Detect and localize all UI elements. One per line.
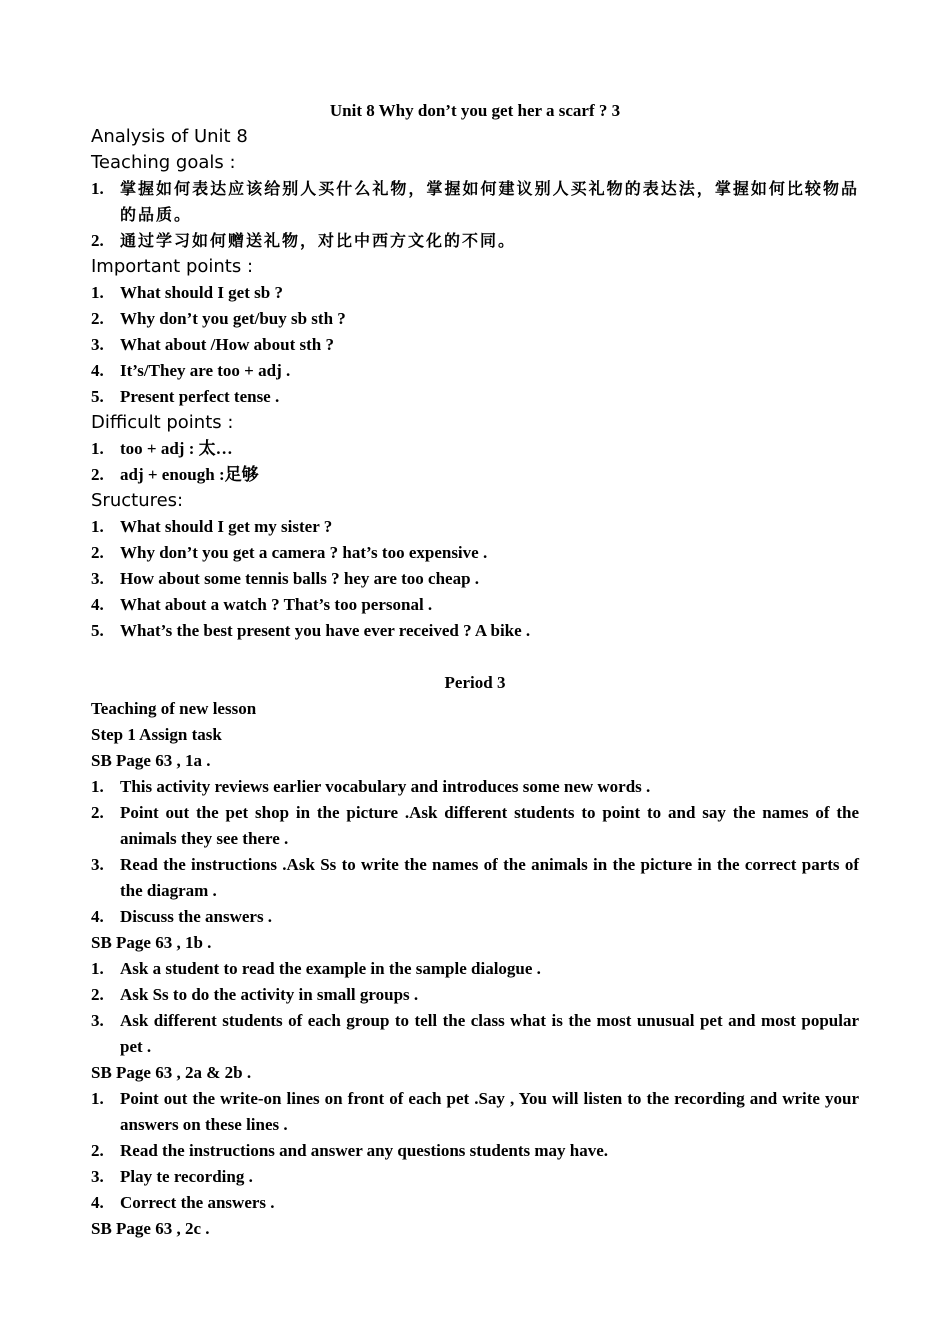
item-text: What should I get my sister ? bbox=[120, 517, 333, 536]
item-text: Correct the answers . bbox=[120, 1193, 275, 1212]
list-item bbox=[91, 1138, 859, 1164]
item-number: 2. bbox=[91, 985, 104, 1004]
list-item bbox=[91, 774, 859, 800]
item-text: Why don’t you get a camera ? hat’s too expensive . bbox=[120, 543, 488, 562]
important-points-list bbox=[91, 280, 859, 410]
list-item bbox=[91, 358, 859, 384]
list-item bbox=[91, 228, 859, 254]
sb-2ab-label: SB Page 63 , 2a & 2b . bbox=[91, 1063, 252, 1082]
item-number: 2. bbox=[91, 803, 104, 822]
document-page bbox=[91, 98, 859, 1242]
list-item bbox=[91, 540, 859, 566]
step-1-title: Step 1 Assign task bbox=[91, 725, 222, 744]
document-title: Unit 8 Why don’t you get her a scarf ? 3 bbox=[329, 101, 621, 120]
item-text: Discuss the answers . bbox=[120, 907, 273, 926]
list-item bbox=[91, 462, 859, 488]
teaching-goals-list bbox=[91, 176, 859, 254]
item-text: Read the instructions .Ask Ss to write the names of the animals in the picture in the correct parts of the diagram . bbox=[120, 855, 859, 900]
sb-1b-label: SB Page 63 , 1b . bbox=[91, 933, 212, 952]
item-text: It’s/They are too + adj . bbox=[120, 361, 291, 380]
sb-1a-list bbox=[91, 774, 859, 930]
item-text: Present perfect tense . bbox=[120, 387, 280, 406]
item-text: Point out the write-on lines on front of each pet .Say , You will listen to the recording and write your answers on these lines . bbox=[120, 1089, 859, 1134]
item-text: Play te recording . bbox=[120, 1167, 253, 1186]
item-number: 1. bbox=[91, 283, 104, 302]
item-text: too + adj : 太… bbox=[120, 439, 233, 458]
list-item bbox=[91, 514, 859, 540]
item-number: 3. bbox=[91, 1011, 104, 1030]
teaching-new-lesson: Teaching of new lesson bbox=[91, 699, 257, 718]
item-number: 3. bbox=[91, 1167, 104, 1186]
list-item bbox=[91, 1164, 859, 1190]
item-text: What’s the best present you have ever received ? A bike . bbox=[120, 621, 531, 640]
list-item bbox=[91, 618, 859, 644]
item-number: 3. bbox=[91, 335, 104, 354]
spacer bbox=[91, 644, 859, 670]
item-number: 1. bbox=[91, 439, 104, 458]
item-text: Why don’t you get/buy sb sth ? bbox=[120, 309, 346, 328]
difficult-points-list bbox=[91, 436, 859, 488]
item-number: 1. bbox=[91, 1089, 104, 1108]
item-text: Point out the pet shop in the picture .Ask different students to point to and say the names of the animals they see there . bbox=[120, 803, 859, 848]
important-points-heading: Important points : bbox=[91, 256, 254, 277]
item-text: What about a watch ? That’s too personal . bbox=[120, 595, 433, 614]
list-item bbox=[91, 566, 859, 592]
item-number: 4. bbox=[91, 907, 104, 926]
item-number: 1. bbox=[91, 517, 104, 536]
item-number: 1. bbox=[91, 777, 104, 796]
list-item bbox=[91, 1008, 859, 1060]
period-title: Period 3 bbox=[444, 673, 506, 692]
item-text: What about /How about sth ? bbox=[120, 335, 334, 354]
item-number: 1. bbox=[91, 959, 104, 978]
list-item bbox=[91, 176, 859, 228]
item-text: adj + enough :足够 bbox=[120, 465, 259, 484]
item-number: 3. bbox=[91, 569, 104, 588]
structures-heading: Sructures: bbox=[91, 490, 184, 511]
list-item bbox=[91, 436, 859, 462]
item-number: 2. bbox=[91, 543, 104, 562]
item-number: 2. bbox=[91, 465, 104, 484]
list-item bbox=[91, 592, 859, 618]
teaching-goals-heading: Teaching goals : bbox=[91, 152, 236, 173]
item-number: 5. bbox=[91, 621, 104, 640]
item-number: 2. bbox=[91, 1141, 104, 1160]
sb-1a-label: SB Page 63 , 1a . bbox=[91, 751, 211, 770]
sb-2c-label: SB Page 63 , 2c . bbox=[91, 1219, 210, 1238]
item-number: 2. bbox=[91, 231, 104, 250]
item-number: 5. bbox=[91, 387, 104, 406]
list-item bbox=[91, 956, 859, 982]
list-item bbox=[91, 1190, 859, 1216]
list-item bbox=[91, 800, 859, 852]
item-text: This activity reviews earlier vocabulary and introduces some new words . bbox=[120, 777, 651, 796]
sb-1b-list bbox=[91, 956, 859, 1060]
list-item bbox=[91, 982, 859, 1008]
item-text: 通过学习如何赠送礼物，对比中西方文化的不同。 bbox=[120, 231, 517, 250]
structures-list bbox=[91, 514, 859, 644]
item-text: What should I get sb ? bbox=[120, 283, 283, 302]
item-number: 2. bbox=[91, 309, 104, 328]
list-item bbox=[91, 384, 859, 410]
item-number: 1. bbox=[91, 179, 104, 198]
item-text: Ask Ss to do the activity in small groups . bbox=[120, 985, 419, 1004]
item-number: 4. bbox=[91, 595, 104, 614]
item-number: 4. bbox=[91, 361, 104, 380]
sb-2ab-list bbox=[91, 1086, 859, 1216]
list-item bbox=[91, 332, 859, 358]
list-item bbox=[91, 852, 859, 904]
item-number: 4. bbox=[91, 1193, 104, 1212]
list-item bbox=[91, 280, 859, 306]
analysis-heading: Analysis of Unit 8 bbox=[91, 126, 248, 147]
difficult-points-heading: Difficult points : bbox=[91, 412, 234, 433]
item-text: 掌握如何表达应该给别人买什么礼物，掌握如何建议别人买礼物的表达法，掌握如何比较物品的品质。 bbox=[120, 179, 859, 224]
list-item bbox=[91, 1086, 859, 1138]
list-item bbox=[91, 904, 859, 930]
item-text: Ask a student to read the example in the sample dialogue . bbox=[120, 959, 541, 978]
item-text: Read the instructions and answer any questions students may have. bbox=[120, 1141, 609, 1160]
item-text: How about some tennis balls ? hey are too cheap . bbox=[120, 569, 480, 588]
item-text: Ask different students of each group to tell the class what is the most unusual pet and most popular pet . bbox=[120, 1011, 859, 1056]
item-number: 3. bbox=[91, 855, 104, 874]
list-item bbox=[91, 306, 859, 332]
